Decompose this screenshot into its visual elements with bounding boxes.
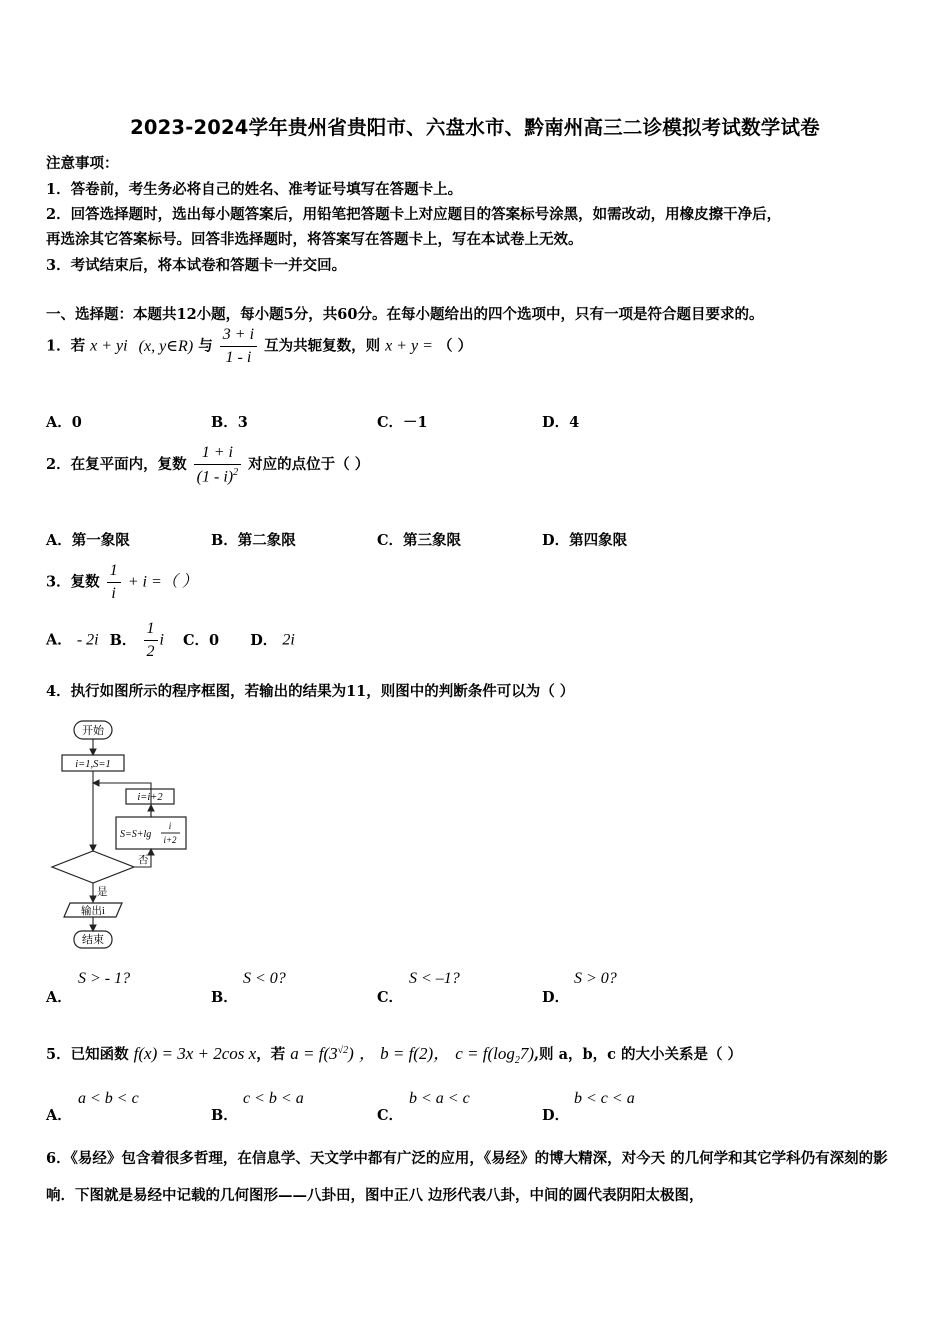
q1-option-d: D．4 (542, 414, 580, 431)
q2-tail: 对应的点位于（ ） (248, 456, 370, 474)
page-title: 2023-2024学年贵州省贵阳市、六盘水市、黔南州高三二诊模拟考试数学试卷 (130, 116, 820, 139)
q5-tail: ,则 a，b，c 的大小关系是（ ） (534, 1046, 743, 1063)
q5-num: 5．已知函数 (46, 1046, 129, 1063)
q3-frac-num: 1 (107, 562, 121, 583)
q3-optb-num: 1 (144, 620, 158, 641)
notice-heading: 注意事项： (46, 155, 119, 172)
q3-fraction (107, 562, 121, 603)
q3-option-a-value: - 2i (76, 631, 99, 649)
q5-option-b-label: B． (211, 1107, 238, 1124)
q5-a-sup: √2 (337, 1045, 349, 1057)
q3-optb-den: 2 (146, 643, 155, 660)
flow-output (64, 903, 122, 917)
flow-inc-label: i=i+2 (137, 792, 163, 803)
q1-frac-den: 1 - i (225, 349, 252, 366)
q1-option-c: C．－1 (377, 414, 428, 431)
question-6: 6．《易经》包含着很多哲理，在信息学、天文学中都有广泛的应用，《易经》的博大精深，对今天 的几何学和其它学科仍有深刻的影响．下图就是易经中记载的几何图形——八卦田，图中正八 边形代表八卦，中间的圆代表阴阳太极图， (46, 1150, 888, 1204)
notice-item: 2．回答选择题时，选出每小题答案后，用铅笔把答题卡上对应题目的答案标号涂黑，如需改动，用橡皮擦干净后， (46, 206, 782, 223)
question-1 (46, 326, 472, 367)
q2-option-c: C．第三象限 (377, 532, 462, 549)
q2-frac-den-text: (1 - i) (196, 468, 234, 486)
flow-update-frac-num: i (168, 821, 172, 831)
flow-update-frac-den: i+2 (163, 835, 177, 845)
q5-option-d-value: b < c < a (574, 1090, 635, 1107)
q3-num: 3．复数 (46, 573, 100, 591)
flow-end (74, 931, 112, 948)
flow-update (116, 817, 186, 849)
q5-option-c-value: b < a < c (409, 1090, 470, 1107)
q3-option-d-label: D． (250, 631, 278, 649)
flow-decision (52, 851, 134, 883)
q3-tail: + i =（ ） (127, 573, 198, 591)
q1-with: 与 (198, 337, 213, 355)
q1-expr: x + yi (90, 337, 128, 355)
flow-start-label: 开始 (82, 725, 104, 737)
q2-num: 2．在复平面内，复数 (46, 456, 187, 474)
q1-option-a: A．0 (46, 414, 82, 431)
q4-option-c-label: C． (377, 989, 404, 1006)
q2-frac-den (194, 465, 241, 486)
question-4: 4．执行如图所示的程序框图，若输出的结果为11，则图中的判断条件可以为（ ） (46, 683, 575, 700)
q2-option-d: D．第四象限 (542, 532, 628, 549)
q3-option-c: C．0 (183, 631, 220, 649)
flow-init-label: i=1,S=1 (75, 759, 111, 770)
q5-option-a-label: A． (46, 1107, 72, 1124)
q1-option-b: B．3 (211, 414, 248, 431)
q5-c-sub: 2 (514, 1054, 520, 1066)
q2-frac-sup: 2 (233, 467, 239, 478)
flow-no-label: 否 (138, 855, 149, 866)
q4-option-a-value: S > - 1? (78, 970, 131, 987)
question-5 (46, 1039, 742, 1066)
q1-frac-num: 3 + i (220, 326, 257, 347)
question-2 (46, 444, 369, 486)
q2-option-b: B．第二象限 (211, 532, 296, 549)
flowchart (40, 715, 215, 955)
q3-frac-den: i (111, 585, 116, 602)
q5-a: a = f(3 (290, 1044, 338, 1063)
q5-option-d-label: D． (542, 1107, 570, 1124)
q1-fraction (220, 326, 257, 367)
q3-options (46, 620, 295, 661)
q3-optb-i: i (159, 631, 164, 649)
q3-option-d-value: 2i (282, 631, 295, 649)
q1-num: 1．若 (46, 337, 86, 355)
q5-c: c = f(log (455, 1044, 515, 1063)
flow-init (62, 755, 124, 771)
flow-increment (126, 789, 174, 804)
q1-mid: 互为共轭复数，则 (264, 337, 381, 355)
q4-option-b-value: S < 0? (243, 970, 286, 987)
q5-option-c-label: C． (377, 1107, 404, 1124)
flow-output-label: 输出i (81, 906, 105, 917)
q5-c-close: 7) (519, 1044, 534, 1063)
notice-item: 3．考试结束后，将本试卷和答题卡一并交回。 (46, 257, 347, 274)
question-3 (46, 562, 198, 603)
q1-cond: (x, y∈R) (138, 337, 194, 355)
q1-paren: （ ） (438, 337, 473, 355)
q2-fraction (194, 444, 241, 486)
q4-option-b-label: B． (211, 989, 238, 1006)
flow-update-label: S=S+lg (120, 829, 152, 840)
q5-ruo: ，若 (256, 1046, 286, 1063)
q4-option-d-label: D． (542, 989, 570, 1006)
q2-frac-num: 1 + i (194, 444, 241, 465)
q3-option-b-label: B． (109, 631, 137, 649)
q5-b: ， b = f(2)， (358, 1044, 451, 1063)
q3-option-a-label: A． (46, 631, 72, 649)
flow-yes-label: 是 (97, 887, 108, 898)
q4-option-c-value: S < –1? (409, 970, 460, 987)
notice-item: 再选涂其它答案标号。回答非选择题时，将答案写在答题卡上，写在本试卷上无效。 (46, 231, 583, 248)
flow-start (74, 721, 112, 739)
q1-ask: x + y = (385, 337, 433, 355)
q5-a-close: ) (348, 1044, 354, 1063)
section-heading: 一、选择题：本题共12小题，每小题5分，共60分。在每小题给出的四个选项中，只有一项是符合题目要求的。 (46, 306, 764, 323)
q5-func: f(x) = 3x + 2cos x (133, 1044, 257, 1063)
q4-option-a-label: A． (46, 989, 72, 1006)
q4-option-d-value: S > 0? (574, 970, 617, 987)
notice-item: 1．答卷前，考生务必将自己的姓名、准考证号填写在答题卡上。 (46, 181, 463, 198)
q2-option-a: A．第一象限 (46, 532, 130, 549)
q5-option-a-value: a < b < c (78, 1090, 139, 1107)
q3-option-b-fraction (144, 620, 158, 661)
flow-end-label: 结束 (82, 934, 104, 946)
q5-option-b-value: c < b < a (243, 1090, 304, 1107)
